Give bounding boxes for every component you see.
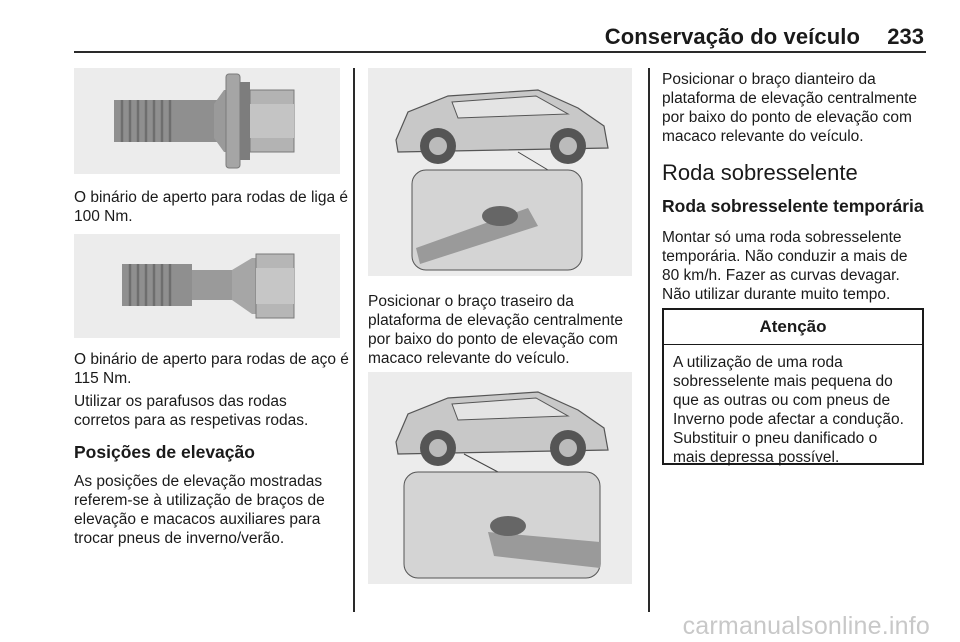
paragraph-temporary-spare: Montar só uma roda sobresselente temporária. Não conduzir a mais de 80 km/h. Fazer as curvas devagar. Não utilizar durante muito tempo. xyxy=(662,229,908,303)
page-number: 233 xyxy=(887,24,924,49)
heading-spare-wheel: Roda sobresselente xyxy=(662,160,858,185)
alloy-wheel-bolt-illustration xyxy=(74,68,340,174)
heading-lifting-positions: Posições de elevação xyxy=(74,442,255,462)
paragraph-lifting-positions: As posições de elevação mostradas referem-se à utilização de braços de elevação e macacos auxiliares para trocar pneus de inverno/verão. xyxy=(74,473,325,547)
caption-alloy-torque: O binário de aperto para rodas de liga é 100 Nm. xyxy=(74,189,349,225)
header-title: Conservação do veículo xyxy=(604,24,860,49)
caution-box xyxy=(662,308,924,465)
heading-temporary-spare: Roda sobresselente temporária xyxy=(662,196,924,216)
caution-title: Atenção xyxy=(664,310,922,345)
paragraph-rear-lift-arm: Posicionar o braço traseiro da plataforma de elevação centralmente por baixo do ponto de elevação com macaco relevante do veículo. xyxy=(368,293,624,367)
front-lift-point-illustration xyxy=(368,372,632,584)
paragraph-front-lift-arm: Posicionar o braço dianteiro da plataforma de elevação centralmente por baixo do ponto de elevação com macaco relevante do veículo. xyxy=(662,71,918,145)
header-rule xyxy=(74,51,926,53)
watermark: carmanualsonline.info xyxy=(682,612,930,640)
column-divider-left xyxy=(353,68,355,612)
paragraph-correct-bolts: Utilizar os parafusos das rodas corretos para as respetivas rodas. xyxy=(74,393,309,429)
steel-wheel-bolt-illustration xyxy=(74,234,340,338)
caption-steel-torque: O binário de aperto para rodas de aço é 115 Nm. xyxy=(74,351,349,387)
rear-lift-point-illustration xyxy=(368,68,632,276)
caution-body: A utilização de uma roda sobresselente mais pequena do que as outras ou com pneus de Inverno pode afectar a condução. Substituir o pneu danificado o mais depressa possível. xyxy=(673,354,904,466)
column-divider-right xyxy=(648,68,650,612)
